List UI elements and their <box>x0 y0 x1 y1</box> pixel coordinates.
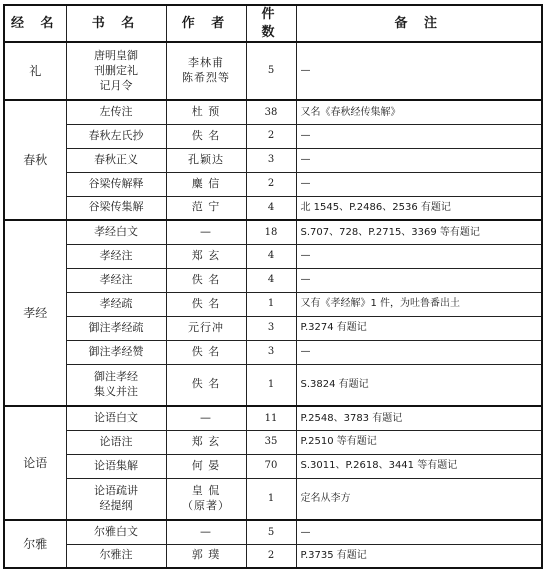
remark: 定名从李方 <box>296 478 542 520</box>
table-row <box>4 478 542 520</box>
header-note: 备 注 <box>296 5 542 42</box>
table-row <box>4 220 542 244</box>
book-author: 麋 信 <box>166 172 246 196</box>
copy-count: 11 <box>246 406 296 430</box>
book-author: 李林甫 陈希烈等 <box>166 42 246 100</box>
book-author: 何 晏 <box>166 454 246 478</box>
remark: P.2510 等有题记 <box>296 430 542 454</box>
book-author: 佚 名 <box>166 340 246 364</box>
copy-count: 38 <box>246 100 296 124</box>
remark: — <box>296 124 542 148</box>
copy-count: 2 <box>246 124 296 148</box>
copy-count: 4 <box>246 244 296 268</box>
book-author: 佚 名 <box>166 292 246 316</box>
book-title: 孝经白文 <box>66 220 166 244</box>
copy-count: 4 <box>246 196 296 220</box>
table-row <box>4 196 542 220</box>
copy-count: 5 <box>246 520 296 544</box>
book-title: 左传注 <box>66 100 166 124</box>
book-title: 谷梁传集解 <box>66 196 166 220</box>
book-author: 皇 侃 （原著） <box>166 478 246 520</box>
copy-count: 3 <box>246 148 296 172</box>
remark: — <box>296 244 542 268</box>
book-title: 论语集解 <box>66 454 166 478</box>
book-author: 佚 名 <box>166 364 246 406</box>
header-classic: 经 名 <box>4 5 66 42</box>
table-row <box>4 172 542 196</box>
book-author: 佚 名 <box>166 268 246 292</box>
copy-count: 1 <box>246 364 296 406</box>
remark: — <box>296 520 542 544</box>
book-title: 孝经疏 <box>66 292 166 316</box>
copy-count: 3 <box>246 340 296 364</box>
table-row <box>4 454 542 478</box>
header-count: 件 数 <box>246 5 296 42</box>
header-author: 作 者 <box>166 5 246 42</box>
table-row <box>4 340 542 364</box>
book-title: 御注孝经赞 <box>66 340 166 364</box>
remark: 又名《春秋经传集解》 <box>296 100 542 124</box>
book-title: 尔雅注 <box>66 544 166 568</box>
table-row <box>4 244 542 268</box>
book-author: 郑 玄 <box>166 430 246 454</box>
header-row <box>4 5 542 42</box>
book-title: 论语白文 <box>66 406 166 430</box>
copy-count: 2 <box>246 172 296 196</box>
copy-count: 1 <box>246 292 296 316</box>
table-row <box>4 124 542 148</box>
table-row <box>4 42 542 100</box>
remark: 北 1545、P.2486、2536 有题记 <box>296 196 542 220</box>
copy-count: 35 <box>246 430 296 454</box>
table-row <box>4 430 542 454</box>
table-row <box>4 364 542 406</box>
remark: — <box>296 340 542 364</box>
book-author: 杜 预 <box>166 100 246 124</box>
classic-name: 论语 <box>4 406 66 520</box>
classic-name: 尔雅 <box>4 520 66 568</box>
book-title: 论语注 <box>66 430 166 454</box>
book-title: 孝经注 <box>66 244 166 268</box>
remark: — <box>296 148 542 172</box>
book-author: — <box>166 520 246 544</box>
remark: P.3735 有题记 <box>296 544 542 568</box>
remark: S.3824 有题记 <box>296 364 542 406</box>
remark: S.707、728、P.2715、3369 等有题记 <box>296 220 542 244</box>
copy-count: 4 <box>246 268 296 292</box>
table-row <box>4 520 542 544</box>
table-row <box>4 406 542 430</box>
copy-count: 1 <box>246 478 296 520</box>
classic-name: 孝经 <box>4 220 66 406</box>
classic-name: 春秋 <box>4 100 66 220</box>
book-author: 郭 璞 <box>166 544 246 568</box>
table-row <box>4 148 542 172</box>
book-author: — <box>166 220 246 244</box>
remark: P.3274 有题记 <box>296 316 542 340</box>
book-title: 孝经注 <box>66 268 166 292</box>
book-author: 佚 名 <box>166 124 246 148</box>
table-row <box>4 268 542 292</box>
remark: — <box>296 42 542 100</box>
book-author: 范 宁 <box>166 196 246 220</box>
copy-count: 3 <box>246 316 296 340</box>
remark: — <box>296 268 542 292</box>
book-title: 唐明皇御 刊删定礼 记月令 <box>66 42 166 100</box>
header-title: 书 名 <box>66 5 166 42</box>
copy-count: 2 <box>246 544 296 568</box>
copy-count: 18 <box>246 220 296 244</box>
remark: — <box>296 172 542 196</box>
remark: 又有《孝经解》1 件，为吐鲁番出土 <box>296 292 542 316</box>
table-row <box>4 544 542 568</box>
book-author: 元行冲 <box>166 316 246 340</box>
copy-count: 70 <box>246 454 296 478</box>
book-author: 孔颖达 <box>166 148 246 172</box>
table-row <box>4 292 542 316</box>
book-title: 御注孝经疏 <box>66 316 166 340</box>
book-author: 郑 玄 <box>166 244 246 268</box>
table-row <box>4 316 542 340</box>
book-title: 春秋左氏抄 <box>66 124 166 148</box>
book-title: 论语疏讲 经提纲 <box>66 478 166 520</box>
table-row <box>4 100 542 124</box>
classic-name: 礼 <box>4 42 66 100</box>
book-title: 春秋正义 <box>66 148 166 172</box>
remark: S.3011、P.2618、3441 等有题记 <box>296 454 542 478</box>
book-title: 尔雅白文 <box>66 520 166 544</box>
classics-catalog-table <box>3 4 543 569</box>
book-title: 谷梁传解释 <box>66 172 166 196</box>
remark: P.2548、3783 有题记 <box>296 406 542 430</box>
book-author: — <box>166 406 246 430</box>
copy-count: 5 <box>246 42 296 100</box>
book-title: 御注孝经 集义并注 <box>66 364 166 406</box>
